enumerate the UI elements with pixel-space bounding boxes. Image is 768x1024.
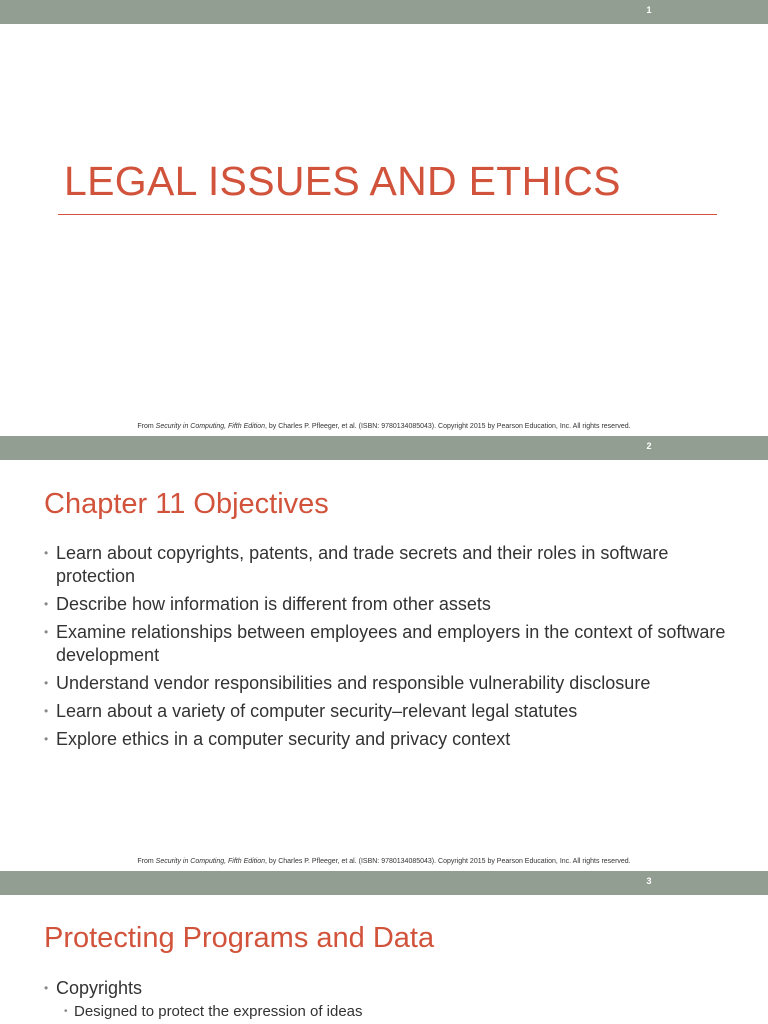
list-item [44,728,744,751]
objectives-list [44,542,744,756]
sub-list-item [64,1000,744,1023]
list-item [44,700,744,723]
sub-list [56,1000,744,1023]
footer-prefix: From [137,858,156,865]
list-item-text: Copyrights [56,978,143,998]
list-item-text: Understand vendor responsibilities and responsible vulnerability disclosure [56,673,651,693]
bullet-icon: • [64,1006,68,1017]
slide-number: 1 [646,5,652,15]
bullet-icon: • [44,546,49,560]
list-item [44,977,744,1023]
bullet-icon: • [44,597,49,611]
footer-suffix: , by Charles P. Pfleeger, et al. (ISBN: 9780134085043). Copyright 2015 by Pearson Education, Inc. All rights reserved. [264,858,631,865]
slide-3 [0,871,768,1024]
list-item-text: Learn about copyrights, patents, and trade secrets and their roles in software protection [56,543,669,586]
footer-book-title: Security in Computing, Fifth Edition [155,423,265,430]
list-item-text: Learn about a variety of computer security–relevant legal statutes [56,701,578,721]
footer-prefix: From [137,423,156,430]
slide-number: 3 [646,876,652,886]
bullet-icon: • [44,676,49,690]
bullet-icon: • [44,732,49,746]
slide-number: 2 [646,441,652,451]
slide-title: LEGAL ISSUES AND ETHICS [64,158,621,204]
list-item [44,593,744,616]
list-item [44,672,744,695]
footer-book-title: Security in Computing, Fifth Edition [155,858,265,865]
slide-heading: Chapter 11 Objectives [44,488,329,520]
slide-2 [0,436,768,871]
sub-list-item-text: Designed to protect the expression of ideas [74,1003,363,1020]
slide-1 [0,0,768,436]
slide-heading: Protecting Programs and Data [44,922,435,954]
slide-header-bar [0,0,768,24]
content-list [44,977,744,1024]
list-item-text: Explore ethics in a computer security and privacy context [56,729,511,749]
list-item-text: Describe how information is different from other assets [56,594,491,614]
slide-header-bar [0,871,768,895]
slide-header-bar [0,436,768,460]
title-divider [58,214,717,215]
copyright-footer [0,423,768,430]
list-item [44,542,744,588]
copyright-footer [0,858,768,865]
bullet-icon: • [44,981,49,995]
list-item [44,621,744,667]
footer-suffix: , by Charles P. Pfleeger, et al. (ISBN: 9780134085043). Copyright 2015 by Pearson Education, Inc. All rights reserved. [264,423,631,430]
bullet-icon: • [44,625,49,639]
list-item-text: Examine relationships between employees and employers in the context of software development [56,622,726,665]
bullet-icon: • [44,704,49,718]
